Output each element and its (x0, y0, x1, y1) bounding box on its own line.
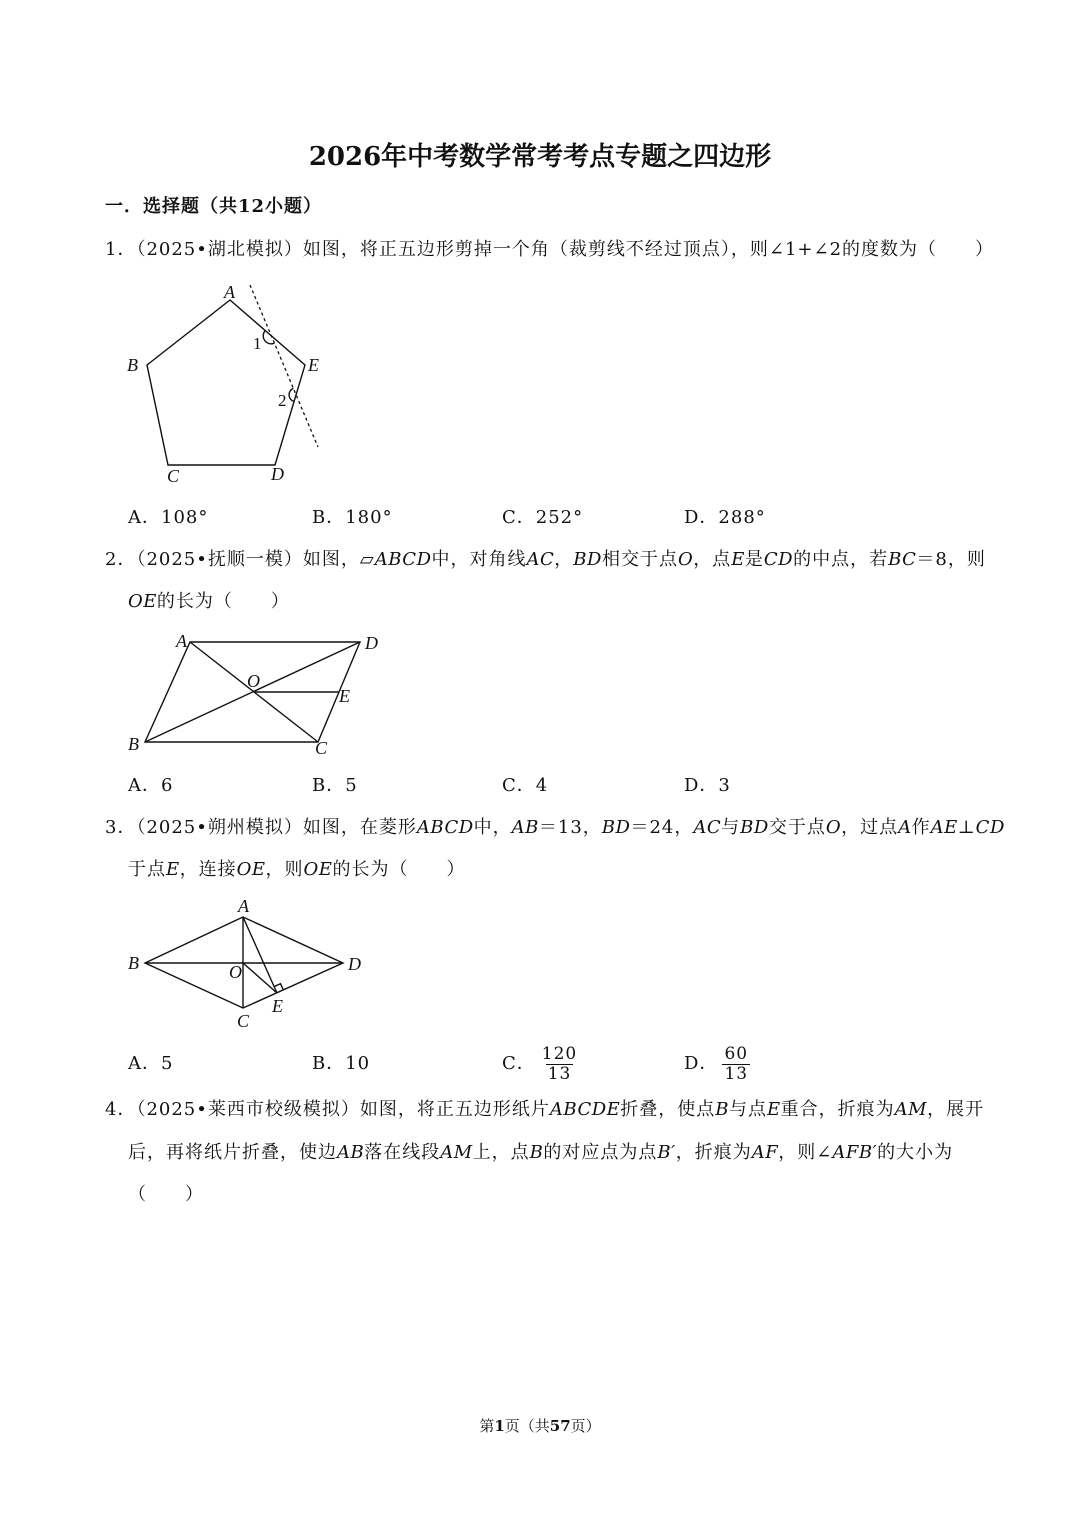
footer-middle: 页（共 (504, 1417, 550, 1435)
math-variable: CD (763, 549, 794, 570)
math-variable: AFB′ (832, 1142, 878, 1163)
footer-total-pages: 57 (549, 1417, 571, 1435)
vertex-label-d: D (348, 954, 361, 974)
math-variable: ABCDE (549, 1099, 621, 1120)
math-variable: B (715, 1099, 730, 1120)
q3-option-c (502, 1042, 579, 1086)
math-variable: BD (573, 549, 602, 570)
q2-option-b: B．5 (312, 775, 358, 796)
fraction-denominator: 13 (547, 1063, 572, 1084)
pentagon-shape (147, 300, 305, 465)
question-2-text-line-2: OE的长为（ ） (128, 591, 290, 612)
math-variable: AB (337, 1142, 365, 1163)
question-1-pentagon-figure (120, 280, 330, 490)
math-variable: AE (930, 817, 958, 838)
vertex-label-c: C (167, 466, 180, 486)
footer-page-number: 1 (494, 1417, 505, 1435)
footer-prefix: 第 (479, 1417, 495, 1435)
math-variable: B′ (657, 1142, 676, 1163)
vertex-label-d: D (365, 633, 378, 653)
footer-suffix: 页） (570, 1417, 601, 1435)
vertex-label-b: B (128, 953, 139, 973)
q3-option-d-label: D． (684, 1053, 719, 1074)
math-variable: OE (236, 859, 266, 880)
point-label-e: E (272, 996, 283, 1016)
q3-option-c-fraction (540, 1045, 579, 1084)
question-4-text-line-2: 后，再将纸片折叠，使边AB落在线段AM上，点B的对应点为点B′，折痕为AF，则∠AFB′的大小为 (128, 1142, 954, 1163)
point-label-e: E (339, 686, 350, 706)
fraction-denominator: 13 (724, 1063, 749, 1084)
vertex-label-d: D (271, 464, 284, 484)
fraction-numerator: 60 (724, 1043, 749, 1064)
vertex-label-b: B (128, 734, 139, 754)
vertex-label-b: B (127, 355, 138, 375)
q2-option-d: D．3 (684, 775, 731, 796)
fraction-numerator: 120 (541, 1043, 578, 1064)
q3-option-a: A．5 (128, 1053, 174, 1074)
math-variable: CD (975, 817, 1005, 838)
section-heading: 一．选择题（共12小题） (105, 196, 323, 217)
math-variable: OE (128, 591, 157, 612)
math-variable: AC (693, 817, 722, 838)
vertex-label-c: C (237, 1011, 250, 1031)
question-2-parallelogram-figure (125, 625, 390, 760)
question-3-rhombus-figure (125, 895, 370, 1030)
math-variable: BD (601, 817, 631, 838)
math-variable: ABCD (374, 549, 432, 570)
question-2-text-line-1: 2．（2025•抚顺一模）如图，▱ABCD中，对角线AC，BD相交于点O，点E是CD的中点，若BC＝8，则 (105, 549, 986, 570)
segment-ae (243, 917, 277, 993)
q2-option-a: A．6 (128, 775, 174, 796)
math-variable: BD (740, 817, 769, 838)
question-4-text-line-3: （ ） (128, 1184, 204, 1205)
vertex-label-e: E (308, 355, 319, 375)
angle-2-label: 2 (278, 391, 287, 410)
q1-option-b: B．180° (312, 507, 393, 528)
q3-option-b: B．10 (312, 1053, 371, 1074)
vertex-label-c: C (315, 738, 328, 758)
page-title: 2026年中考数学常考考点专题之四边形 (308, 142, 772, 172)
question-4-text-line-1: 4．（2025•莱西市校级模拟）如图，将正五边形纸片ABCDE折叠，使点B与点E重合，折痕为AM，展开 (105, 1099, 985, 1120)
math-variable: A (898, 817, 912, 838)
math-variable: O (825, 817, 842, 838)
math-variable: AC (526, 549, 555, 570)
angle-1-label: 1 (253, 334, 262, 353)
math-variable: E (767, 1099, 781, 1120)
math-variable: OE (303, 859, 333, 880)
math-variable: AB (511, 817, 539, 838)
q3-option-d-fraction (722, 1045, 750, 1084)
page-footer (0, 1416, 1080, 1436)
vertex-label-a: A (176, 631, 187, 651)
q1-option-d: D．288° (684, 507, 766, 528)
question-3-text-line-1: 3．（2025•朔州模拟）如图，在菱形ABCD中，AB＝13，BD＝24，AC与BD交于点O，过点A作AE⊥CD (105, 817, 1005, 838)
question-1-text: 1．（2025•湖北模拟）如图，将正五边形剪掉一个角（裁剪线不经过顶点），则∠1+∠2的度数为（ ） (105, 239, 995, 260)
angle-2-arc (289, 388, 294, 401)
math-variable: E (731, 549, 745, 570)
math-variable: B (529, 1142, 544, 1163)
math-variable: O (677, 549, 694, 570)
q1-option-a: A．108° (128, 507, 209, 528)
math-variable: E (166, 859, 180, 880)
math-variable: AM (894, 1099, 928, 1120)
vertex-label-a: A (224, 282, 235, 302)
vertex-label-a: A (238, 896, 249, 916)
math-variable: ABCD (416, 817, 474, 838)
q3-option-d (684, 1042, 750, 1086)
point-label-o: O (229, 962, 242, 982)
segment-oe (243, 963, 277, 993)
q3-option-c-label: C． (502, 1053, 536, 1074)
point-label-o: O (247, 671, 260, 691)
math-variable: AM (440, 1142, 473, 1163)
question-3-text-line-2: 于点E，连接OE，则OE的长为（ ） (128, 859, 466, 880)
math-variable: AF (751, 1142, 779, 1163)
q1-option-c: C．252° (502, 507, 584, 528)
q2-option-c: C．4 (502, 775, 549, 796)
math-variable: BC (888, 549, 917, 570)
